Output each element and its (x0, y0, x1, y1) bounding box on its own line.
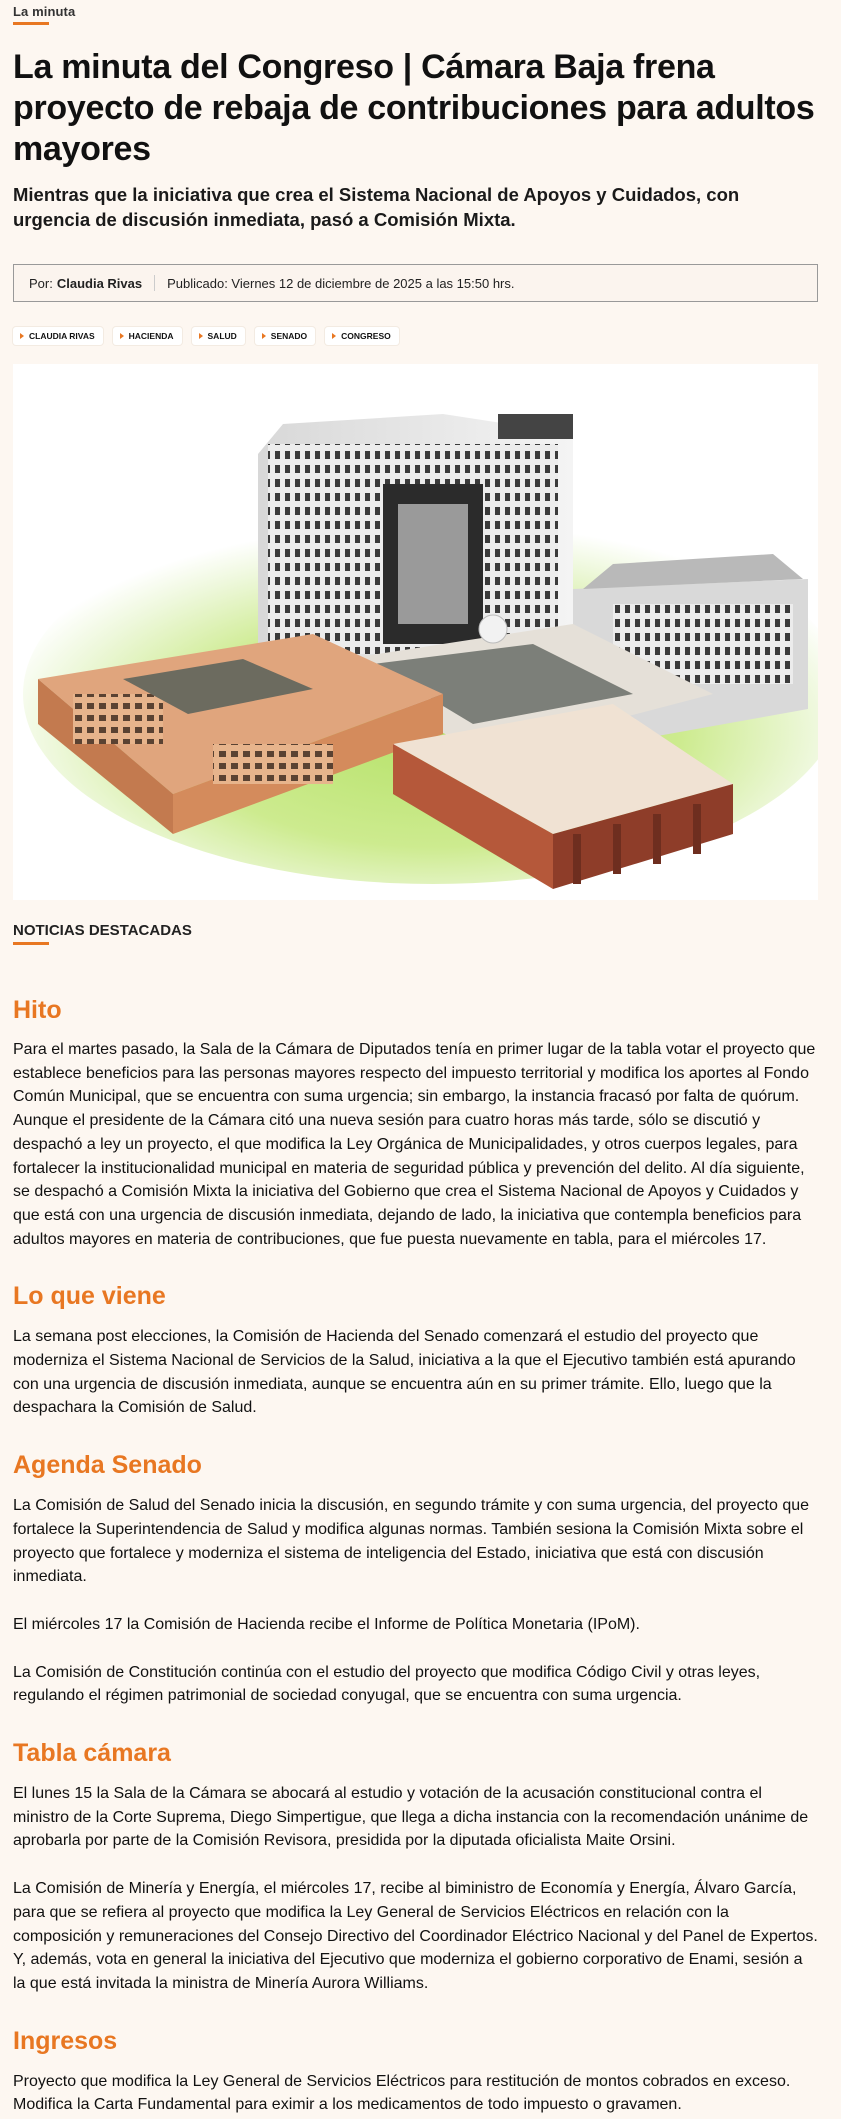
tag-label: CLAUDIA RIVAS (29, 331, 95, 341)
hero-image (13, 364, 818, 900)
section-agenda-senado (13, 1450, 818, 1708)
tag-label: SENADO (270, 331, 308, 341)
caret-right-icon (199, 333, 203, 339)
article-subtitle: Mientras que la iniciativa que crea el Sistema Nacional de Apoyos y Cuidados, con urgencia de discusión inmediata, pasó a Comisión Mixta. (13, 184, 740, 230)
caret-right-icon (262, 333, 266, 339)
section-heading: Hito (13, 996, 62, 1024)
section-label[interactable]: La minuta (13, 4, 76, 19)
caret-right-icon (120, 333, 124, 339)
caret-right-icon (20, 333, 24, 339)
paragraph: El miércoles 17 la Comisión de Hacienda recibe el Informe de Política Monetaria (IPoM). (13, 1615, 640, 1633)
byline-box (13, 264, 818, 302)
paragraph: La Comisión de Constitución continúa con el estudio del proyecto que modifica Código Civil y otras leyes, regulando el régimen patrimonial de sociedad conyugal, que se encuentra con suma urgencia. (13, 1663, 761, 1705)
paragraph: Modifica la Carta Fundamental para eximir a los medicamentos de todo impuesto o gravamen. (13, 2096, 682, 2114)
tag-label: CONGRESO (341, 331, 391, 341)
paragraph: La Comisión de Salud del Senado inicia la discusión, en segundo trámite y con suma urgencia, del proyecto que fortalece la Superintendencia de Salud y modifica algunas normas. También sesiona la Comisión Mixta sobre el proyecto que fortalece y moderniza el sistema de inteligencia del Estado, iniciativa que está con discusión inmediata. (13, 1497, 810, 1586)
tag-item[interactable] (192, 327, 245, 345)
article-headline: La minuta del Congreso | Cámara Baja frena proyecto de rebaja de contribuciones para adultos mayores (13, 48, 815, 168)
section-heading: Lo que viene (13, 1282, 166, 1311)
byline-published: Publicado: Viernes 12 de diciembre de 2025 a las 15:50 hrs. (167, 275, 515, 291)
byline-divider (154, 275, 155, 291)
section-heading: Tabla cámara (13, 1739, 171, 1768)
byline-prefix: Por: (29, 275, 53, 291)
section-underline (13, 22, 49, 25)
section-lo-que-viene (13, 1281, 818, 1420)
paragraph: La Comisión de Minería y Energía, el miércoles 17, recibe al biministro de Economía y Energía, Álvaro García, para que se refiera al proyecto que modifica la Ley General de Servicios Eléctricos en relación con la composición y remuneraciones del Consejo Directivo del Coordinador Eléctrico Nacional y del Panel de Expertos. Y, además, vota en general la iniciativa del Ejecutivo que moderniza el gobierno corporativo de Enami, sesión a la que está invitada la ministra de Minería Aurora Williams. (13, 1880, 818, 1992)
section-tabla-camara (13, 1738, 818, 1996)
tag-list (13, 327, 818, 345)
caret-right-icon (332, 333, 336, 339)
paragraph: Para el martes pasado, la Sala de la Cámara de Diputados tenía en primer lugar de la tabla votar el proyecto que establece beneficios para las personas mayores respecto del impuesto territorial y modifica los aportes al Fondo Común Municipal, que se encuentra con suma urgencia; sin embargo, la instancia fracasó por falta de quórum. Aunque el presidente de la Cámara citó una nueva sesión para cuatro horas más tarde, sólo se discutió y despachó a ley un proyecto, el que modifica la Ley Orgánica de Municipalidades, y otros cuerpos legales, para fortalecer la institucionalidad municipal en materia de seguridad pública y prevención del delito. Al día siguiente, se despachó a Comisión Mixta la iniciativa del Gobierno que crea el Sistema Nacional de Apoyos y Cuidados y que está con una urgencia de discusión inmediata, dejando de lado, la iniciativa que contempla beneficios para adultos mayores en materia de contribuciones, que fue puesta nuevamente en tabla, para el miércoles 17. (13, 1041, 816, 1248)
paragraph: El lunes 15 la Sala de la Cámara se abocará al estudio y votación de la acusación constitucional contra el ministro de la Corte Suprema, Diego Simpertigue, que llega a dicha instancia con la recomendación unánime de aprobarla por parte de la Comisión Revisora, presidida por la diputada oficialista Maite Orsini. (13, 1785, 809, 1850)
article-page (13, 0, 818, 2117)
congress-building-illustration (13, 364, 818, 900)
tag-label: HACIENDA (128, 331, 174, 341)
section-heading: Agenda Senado (13, 1451, 202, 1480)
article-body (13, 995, 818, 2117)
section-hito (13, 995, 818, 1251)
paragraph: Proyecto que modifica la Ley General de Servicios Eléctricos para restitución de montos cobrados en exceso. (13, 2072, 791, 2090)
tag-item[interactable] (13, 327, 103, 345)
paragraph: La semana post elecciones, la Comisión de Hacienda del Senado comenzará el estudio del proyecto que moderniza el Sistema Nacional de Servicios de la Salud, iniciativa a la que el Ejecutivo también está apurando con una urgencia de discusión inmediata, aunque se encuentra aún en su primer trámite. Ello, luego que la despachara la Comisión de Salud. (13, 1328, 796, 1417)
byline-author[interactable]: Claudia Rivas (56, 275, 143, 291)
section-heading: Ingresos (13, 2026, 118, 2055)
featured-news-label: NOTICIAS DESTACADAS (13, 922, 192, 939)
tag-item[interactable] (325, 327, 399, 345)
tag-label: SALUD (207, 331, 237, 341)
tag-item[interactable] (255, 327, 315, 345)
featured-underline (13, 942, 49, 945)
tag-item[interactable] (113, 327, 182, 345)
section-ingresos (13, 2026, 818, 2117)
